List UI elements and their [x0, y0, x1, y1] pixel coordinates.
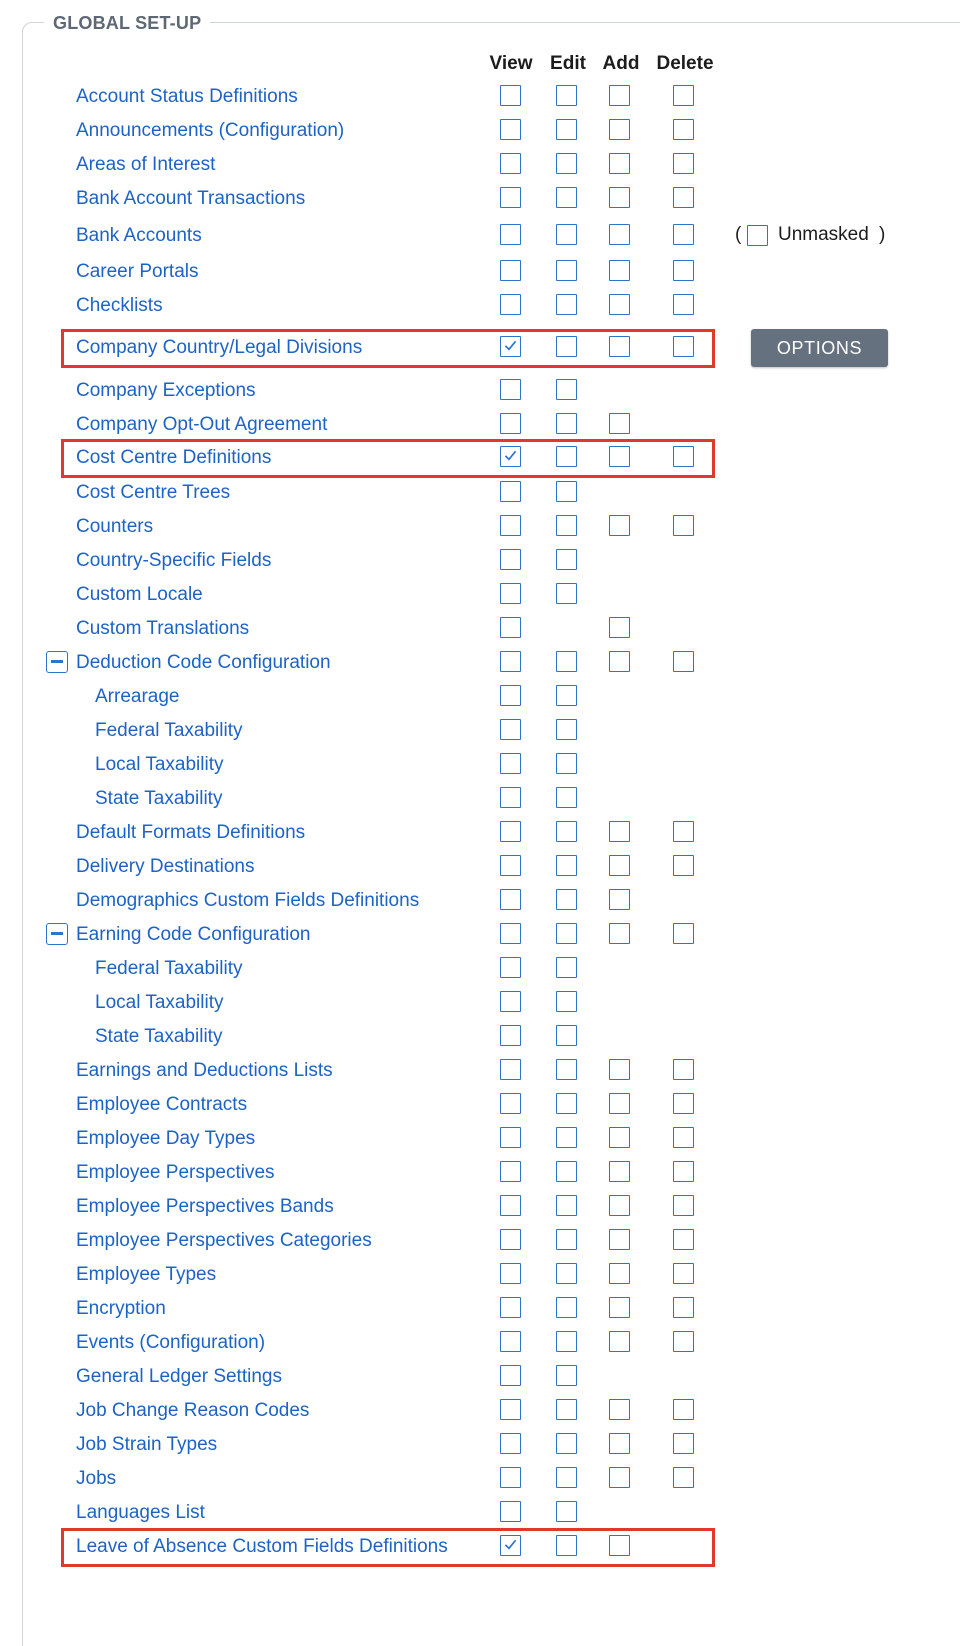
- edit-checkbox[interactable]: [556, 1059, 577, 1080]
- delete-checkbox[interactable]: [673, 515, 694, 536]
- table-row: [0, 289, 960, 323]
- add-checkbox[interactable]: [609, 119, 630, 140]
- delete-checkbox[interactable]: [673, 821, 694, 842]
- add-checkbox[interactable]: [609, 1263, 630, 1284]
- permission-label[interactable]: Company Country/Legal Divisions: [76, 337, 363, 358]
- edit-checkbox[interactable]: [556, 1263, 577, 1284]
- view-checkbox[interactable]: [500, 1195, 521, 1216]
- column-header-view: View: [489, 53, 533, 74]
- table-row: [0, 1156, 960, 1190]
- column-header-add: Add: [602, 53, 640, 74]
- edit-checkbox[interactable]: [556, 1127, 577, 1148]
- add-checkbox[interactable]: [609, 651, 630, 672]
- permission-label[interactable]: Default Formats Definitions: [76, 822, 306, 843]
- permission-label[interactable]: Employee Types: [76, 1264, 217, 1285]
- delete-checkbox[interactable]: [673, 1331, 694, 1352]
- permission-label[interactable]: Career Portals: [76, 261, 199, 282]
- permission-label[interactable]: Company Exceptions: [76, 380, 256, 401]
- add-checkbox[interactable]: [609, 1093, 630, 1114]
- permission-label[interactable]: Encryption: [76, 1298, 166, 1319]
- view-checkbox[interactable]: [500, 583, 521, 604]
- view-checkbox[interactable]: [500, 1161, 521, 1182]
- checkmark-icon: [502, 337, 519, 354]
- table-row: [0, 612, 960, 646]
- add-checkbox[interactable]: [609, 515, 630, 536]
- table-row: [0, 1020, 960, 1054]
- add-checkbox[interactable]: [609, 446, 630, 467]
- delete-checkbox[interactable]: [673, 651, 694, 672]
- edit-checkbox[interactable]: [556, 991, 577, 1012]
- table-row: [0, 884, 960, 918]
- permission-label[interactable]: Employee Perspectives Categories: [76, 1230, 372, 1251]
- table-row: [0, 408, 960, 442]
- edit-checkbox[interactable]: [556, 1195, 577, 1216]
- view-checkbox[interactable]: [500, 787, 521, 808]
- view-checkbox[interactable]: [500, 294, 521, 315]
- column-header-edit: Edit: [550, 53, 586, 74]
- permission-label[interactable]: Delivery Destinations: [76, 856, 255, 877]
- permission-label[interactable]: Bank Accounts: [76, 225, 202, 246]
- edit-checkbox[interactable]: [556, 1365, 577, 1386]
- edit-checkbox[interactable]: [556, 515, 577, 536]
- permission-label[interactable]: Federal Taxability: [95, 958, 243, 979]
- edit-checkbox[interactable]: [556, 336, 577, 357]
- add-checkbox[interactable]: [609, 413, 630, 434]
- delete-checkbox[interactable]: [673, 224, 694, 245]
- permission-label[interactable]: Country-Specific Fields: [76, 550, 272, 571]
- edit-checkbox[interactable]: [556, 1399, 577, 1420]
- edit-checkbox[interactable]: [556, 85, 577, 106]
- view-checkbox[interactable]: [500, 1467, 521, 1488]
- permission-label[interactable]: Federal Taxability: [95, 720, 243, 741]
- edit-checkbox[interactable]: [556, 583, 577, 604]
- table-row: [0, 114, 960, 148]
- table-row: [0, 1190, 960, 1224]
- edit-checkbox[interactable]: [556, 1025, 577, 1046]
- column-header-delete: Delete: [656, 53, 714, 74]
- permission-label[interactable]: State Taxability: [95, 1026, 223, 1047]
- view-checkbox[interactable]: [500, 855, 521, 876]
- view-checkbox[interactable]: [500, 379, 521, 400]
- delete-checkbox[interactable]: [673, 446, 694, 467]
- table-row: [0, 1054, 960, 1088]
- view-checkbox[interactable]: [500, 1263, 521, 1284]
- permission-label[interactable]: Custom Translations: [76, 618, 250, 639]
- add-checkbox[interactable]: [609, 1127, 630, 1148]
- view-checkbox[interactable]: [500, 153, 521, 174]
- delete-checkbox[interactable]: [673, 1297, 694, 1318]
- table-row: [0, 255, 960, 289]
- view-checkbox[interactable]: [500, 224, 521, 245]
- edit-checkbox[interactable]: [556, 957, 577, 978]
- add-checkbox[interactable]: [609, 1467, 630, 1488]
- edit-checkbox[interactable]: [556, 821, 577, 842]
- table-row: [0, 952, 960, 986]
- edit-checkbox[interactable]: [556, 1229, 577, 1250]
- view-checkbox[interactable]: [500, 1025, 521, 1046]
- view-checkbox[interactable]: [500, 515, 521, 536]
- table-row: [0, 1462, 960, 1496]
- view-checkbox[interactable]: [500, 1501, 521, 1522]
- table-row: [0, 1122, 960, 1156]
- view-checkbox[interactable]: [500, 187, 521, 208]
- permission-label[interactable]: Local Taxability: [95, 992, 224, 1013]
- delete-checkbox[interactable]: [673, 187, 694, 208]
- table-row: [0, 1394, 960, 1428]
- permission-label[interactable]: Custom Locale: [76, 584, 203, 605]
- permission-label[interactable]: Jobs: [76, 1468, 117, 1489]
- edit-checkbox[interactable]: [556, 379, 577, 400]
- permission-label[interactable]: Employee Day Types: [76, 1128, 256, 1149]
- edit-checkbox[interactable]: [556, 1501, 577, 1522]
- edit-checkbox[interactable]: [556, 187, 577, 208]
- permission-label[interactable]: Leave of Absence Custom Fields Definitions: [76, 1536, 448, 1557]
- table-row: [0, 918, 960, 952]
- table-row: [0, 578, 960, 612]
- view-checkbox[interactable]: [500, 685, 521, 706]
- delete-checkbox[interactable]: [673, 1263, 694, 1284]
- edit-checkbox[interactable]: [556, 923, 577, 944]
- view-checkbox[interactable]: [500, 1229, 521, 1250]
- add-checkbox[interactable]: [609, 1535, 630, 1556]
- table-row: [0, 1496, 960, 1530]
- view-checkbox[interactable]: [500, 549, 521, 570]
- add-checkbox[interactable]: [609, 855, 630, 876]
- table-row: [0, 646, 960, 680]
- table-row: [0, 1530, 960, 1564]
- delete-checkbox[interactable]: [673, 1161, 694, 1182]
- view-checkbox[interactable]: [500, 413, 521, 434]
- permission-label[interactable]: Local Taxability: [95, 754, 224, 775]
- delete-checkbox[interactable]: [673, 1433, 694, 1454]
- view-checkbox[interactable]: [500, 991, 521, 1012]
- table-row: [0, 148, 960, 182]
- delete-checkbox[interactable]: [673, 336, 694, 357]
- permission-label[interactable]: State Taxability: [95, 788, 223, 809]
- edit-checkbox[interactable]: [556, 1297, 577, 1318]
- permission-label[interactable]: Counters: [76, 516, 154, 537]
- add-checkbox[interactable]: [609, 260, 630, 281]
- permission-label[interactable]: Cost Centre Definitions: [76, 447, 272, 468]
- edit-checkbox[interactable]: [556, 481, 577, 502]
- edit-checkbox[interactable]: [556, 1433, 577, 1454]
- edit-checkbox[interactable]: [556, 753, 577, 774]
- add-checkbox[interactable]: [609, 617, 630, 638]
- view-checkbox[interactable]: [500, 1331, 521, 1352]
- permission-label[interactable]: Job Strain Types: [76, 1434, 218, 1455]
- table-row: [0, 1428, 960, 1462]
- delete-checkbox[interactable]: [673, 855, 694, 876]
- table-row: [0, 182, 960, 216]
- permission-label[interactable]: Areas of Interest: [76, 154, 216, 175]
- edit-checkbox[interactable]: [556, 1331, 577, 1352]
- permission-label[interactable]: Job Change Reason Codes: [76, 1400, 310, 1421]
- permission-label[interactable]: Employee Contracts: [76, 1094, 248, 1115]
- permission-label[interactable]: Bank Account Transactions: [76, 188, 306, 209]
- edit-checkbox[interactable]: [556, 651, 577, 672]
- table-row: [0, 1360, 960, 1394]
- table-row: [0, 850, 960, 884]
- view-checkbox[interactable]: [500, 119, 521, 140]
- permission-label[interactable]: Earnings and Deductions Lists: [76, 1060, 333, 1081]
- add-checkbox[interactable]: [609, 336, 630, 357]
- view-checkbox[interactable]: [500, 889, 521, 910]
- table-row: [0, 510, 960, 544]
- view-checkbox[interactable]: [500, 651, 521, 672]
- add-checkbox[interactable]: [609, 1297, 630, 1318]
- permission-label[interactable]: Demographics Custom Fields Definitions: [76, 890, 420, 911]
- add-checkbox[interactable]: [609, 1331, 630, 1352]
- table-row: [0, 1326, 960, 1360]
- table-row: [0, 544, 960, 578]
- view-checkbox[interactable]: [500, 1127, 521, 1148]
- edit-checkbox[interactable]: [556, 119, 577, 140]
- table-row: [0, 680, 960, 714]
- edit-checkbox[interactable]: [556, 1535, 577, 1556]
- delete-checkbox[interactable]: [673, 1059, 694, 1080]
- collapse-minus-icon[interactable]: [46, 923, 68, 945]
- checkmark-icon: [502, 447, 519, 464]
- add-checkbox[interactable]: [609, 187, 630, 208]
- permission-label[interactable]: Account Status Definitions: [76, 86, 298, 107]
- delete-checkbox[interactable]: [673, 1127, 694, 1148]
- edit-checkbox[interactable]: [556, 855, 577, 876]
- add-checkbox[interactable]: [609, 153, 630, 174]
- delete-checkbox[interactable]: [673, 294, 694, 315]
- edit-checkbox[interactable]: [556, 413, 577, 434]
- table-row: [0, 1258, 960, 1292]
- table-row: [0, 1292, 960, 1326]
- edit-checkbox[interactable]: [556, 1161, 577, 1182]
- permission-label[interactable]: Arrearage: [95, 686, 180, 707]
- add-checkbox[interactable]: [609, 1433, 630, 1454]
- permission-label[interactable]: Checklists: [76, 295, 163, 316]
- permission-label[interactable]: General Ledger Settings: [76, 1366, 282, 1387]
- table-row: [0, 748, 960, 782]
- permission-label[interactable]: Cost Centre Trees: [76, 482, 231, 503]
- edit-checkbox[interactable]: [556, 260, 577, 281]
- table-row: [0, 80, 960, 114]
- table-row: [0, 476, 960, 510]
- view-checkbox[interactable]: [500, 957, 521, 978]
- view-checkbox[interactable]: [500, 617, 521, 638]
- delete-checkbox[interactable]: [673, 923, 694, 944]
- edit-checkbox[interactable]: [556, 685, 577, 706]
- delete-checkbox[interactable]: [673, 85, 694, 106]
- view-checkbox[interactable]: [500, 1433, 521, 1454]
- delete-checkbox[interactable]: [673, 260, 694, 281]
- table-row: [0, 816, 960, 850]
- table-row: [0, 986, 960, 1020]
- edit-checkbox[interactable]: [556, 224, 577, 245]
- permission-label[interactable]: Company Opt-Out Agreement: [76, 414, 328, 435]
- edit-checkbox[interactable]: [556, 787, 577, 808]
- view-checkbox[interactable]: [500, 446, 521, 467]
- delete-checkbox[interactable]: [673, 1399, 694, 1420]
- unmasked-label: Unmasked: [778, 224, 869, 245]
- options-button[interactable]: OPTIONS: [751, 329, 888, 367]
- add-checkbox[interactable]: [609, 1195, 630, 1216]
- add-checkbox[interactable]: [609, 1229, 630, 1250]
- permission-label[interactable]: Languages List: [76, 1502, 205, 1523]
- edit-checkbox[interactable]: [556, 446, 577, 467]
- table-row: [0, 374, 960, 408]
- view-checkbox[interactable]: [500, 1399, 521, 1420]
- add-checkbox[interactable]: [609, 923, 630, 944]
- permission-label[interactable]: Earning Code Configuration: [76, 924, 311, 945]
- edit-checkbox[interactable]: [556, 153, 577, 174]
- add-checkbox[interactable]: [609, 889, 630, 910]
- view-checkbox[interactable]: [500, 821, 521, 842]
- add-checkbox[interactable]: [609, 821, 630, 842]
- delete-checkbox[interactable]: [673, 1229, 694, 1250]
- delete-checkbox[interactable]: [673, 119, 694, 140]
- permission-label[interactable]: Employee Perspectives Bands: [76, 1196, 334, 1217]
- table-row: [0, 1224, 960, 1258]
- permission-label[interactable]: Employee Perspectives: [76, 1162, 275, 1183]
- view-checkbox[interactable]: [500, 923, 521, 944]
- add-checkbox[interactable]: [609, 1161, 630, 1182]
- open-paren: (: [735, 224, 742, 245]
- add-checkbox[interactable]: [609, 224, 630, 245]
- section-legend: GLOBAL SET-UP: [44, 11, 210, 35]
- view-checkbox[interactable]: [500, 85, 521, 106]
- collapse-minus-icon[interactable]: [46, 651, 68, 673]
- view-checkbox[interactable]: [500, 1365, 521, 1386]
- add-checkbox[interactable]: [609, 1059, 630, 1080]
- table-row: [0, 782, 960, 816]
- view-checkbox[interactable]: [500, 481, 521, 502]
- view-checkbox[interactable]: [500, 719, 521, 740]
- permission-label[interactable]: Deduction Code Configuration: [76, 652, 331, 673]
- edit-checkbox[interactable]: [556, 549, 577, 570]
- unmasked-checkbox[interactable]: [747, 225, 768, 246]
- edit-checkbox[interactable]: [556, 719, 577, 740]
- close-paren: ): [879, 224, 886, 245]
- table-row: [0, 441, 960, 475]
- view-checkbox[interactable]: [500, 260, 521, 281]
- view-checkbox[interactable]: [500, 1059, 521, 1080]
- edit-checkbox[interactable]: [556, 1093, 577, 1114]
- table-row: [0, 714, 960, 748]
- delete-checkbox[interactable]: [673, 1467, 694, 1488]
- add-checkbox[interactable]: [609, 294, 630, 315]
- permission-label[interactable]: Announcements (Configuration): [76, 120, 345, 141]
- view-checkbox[interactable]: [500, 753, 521, 774]
- add-checkbox[interactable]: [609, 85, 630, 106]
- delete-checkbox[interactable]: [673, 1093, 694, 1114]
- delete-checkbox[interactable]: [673, 1195, 694, 1216]
- view-checkbox[interactable]: [500, 1093, 521, 1114]
- view-checkbox[interactable]: [500, 1297, 521, 1318]
- view-checkbox[interactable]: [500, 336, 521, 357]
- view-checkbox[interactable]: [500, 1535, 521, 1556]
- checkmark-icon: [502, 1536, 519, 1553]
- add-checkbox[interactable]: [609, 1399, 630, 1420]
- table-row: [0, 1088, 960, 1122]
- edit-checkbox[interactable]: [556, 889, 577, 910]
- delete-checkbox[interactable]: [673, 153, 694, 174]
- permission-label[interactable]: Events (Configuration): [76, 1332, 266, 1353]
- edit-checkbox[interactable]: [556, 1467, 577, 1488]
- edit-checkbox[interactable]: [556, 294, 577, 315]
